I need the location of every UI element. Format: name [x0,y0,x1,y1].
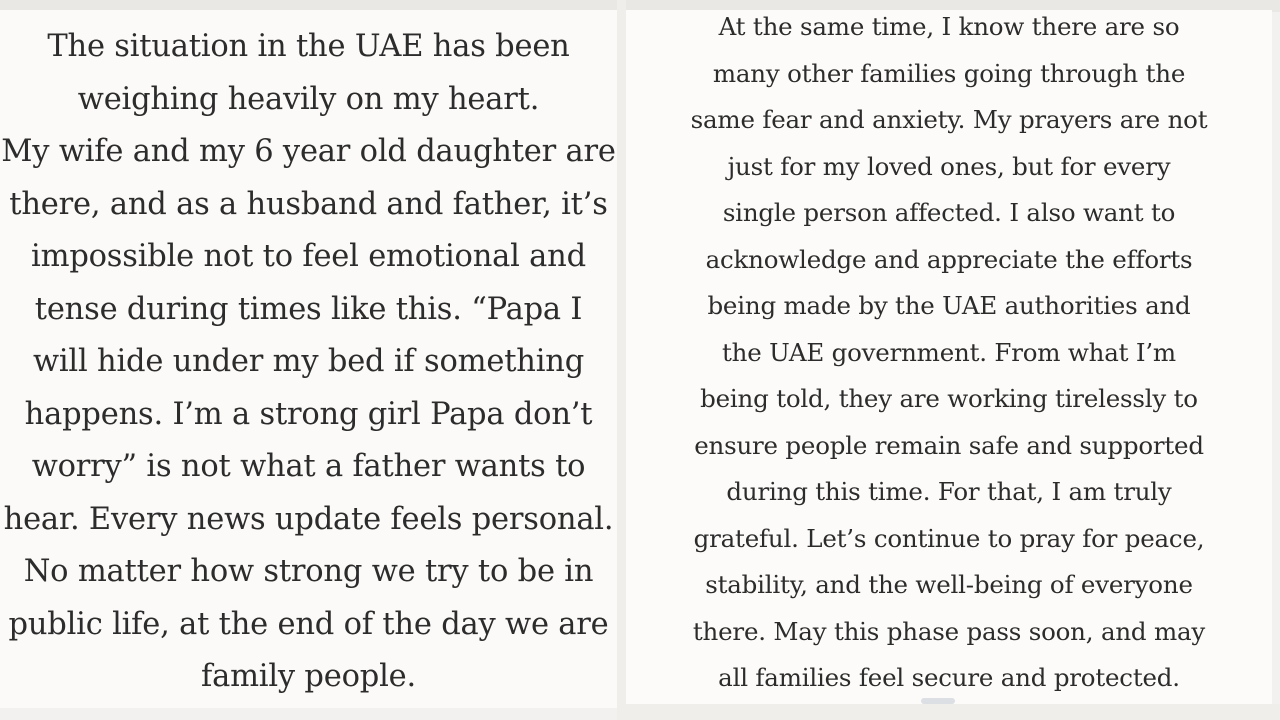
statement-page-left [0,10,617,708]
text-line: just for my loved ones, but for every [727,151,1171,181]
text-line: The situation in the UAE has been [47,29,570,64]
text-line: impossible not to feel emotional and [31,239,586,274]
text-line: public life, at the end of the day we are [8,606,609,642]
text-line: grateful. Let’s continue to pray for peace, [693,523,1205,553]
text-line: during this time. For that, I am truly [726,477,1172,506]
text-line: stability, and the well-being of everyone [705,570,1193,599]
text-line: the UAE government. From what I’m [722,337,1176,367]
text-line: happens. I’m a strong girl Papa don’t [24,396,593,432]
text-line: being made by the UAE authorities and [707,291,1191,320]
text-line: tense during times like this. “Papa I [34,291,583,327]
text-line: same fear and anxiety. My prayers are not [690,105,1208,134]
text-line: At the same time, I know there are so [718,12,1180,41]
text-line: will hide under my bed if something [32,344,585,379]
text-line: My wife and my 6 year old daughter are [1,134,616,169]
text-line: many other families going through the [712,58,1186,88]
text-line: No matter how strong we try to be in [23,554,594,589]
text-line: there. May this phase pass soon, and may [692,616,1206,646]
statement-page-right [626,10,1272,704]
text-line: worry” is not what a father wants to [31,449,586,484]
statement-paragraph-right [626,10,1272,702]
text-line: acknowledge and appreciate the efforts [705,244,1193,274]
text-line: ensure people remain safe and supported [694,430,1204,460]
text-line: single person affected. I also want to [722,198,1176,227]
panel-divider [617,0,626,720]
text-line: family people. [201,659,416,694]
text-line: being told, they are working tirelessly to [700,384,1198,413]
text-line: there, and as a husband and father, it’s [9,186,608,222]
page-edge-mark [921,698,955,704]
text-line: hear. Every news update feels personal. [3,501,614,537]
text-line: all families feel secure and protected. [718,663,1180,692]
statement-paragraph-left [0,21,617,704]
bottom-border [617,704,1280,720]
text-line: weighing heavily on my heart. [77,81,540,117]
